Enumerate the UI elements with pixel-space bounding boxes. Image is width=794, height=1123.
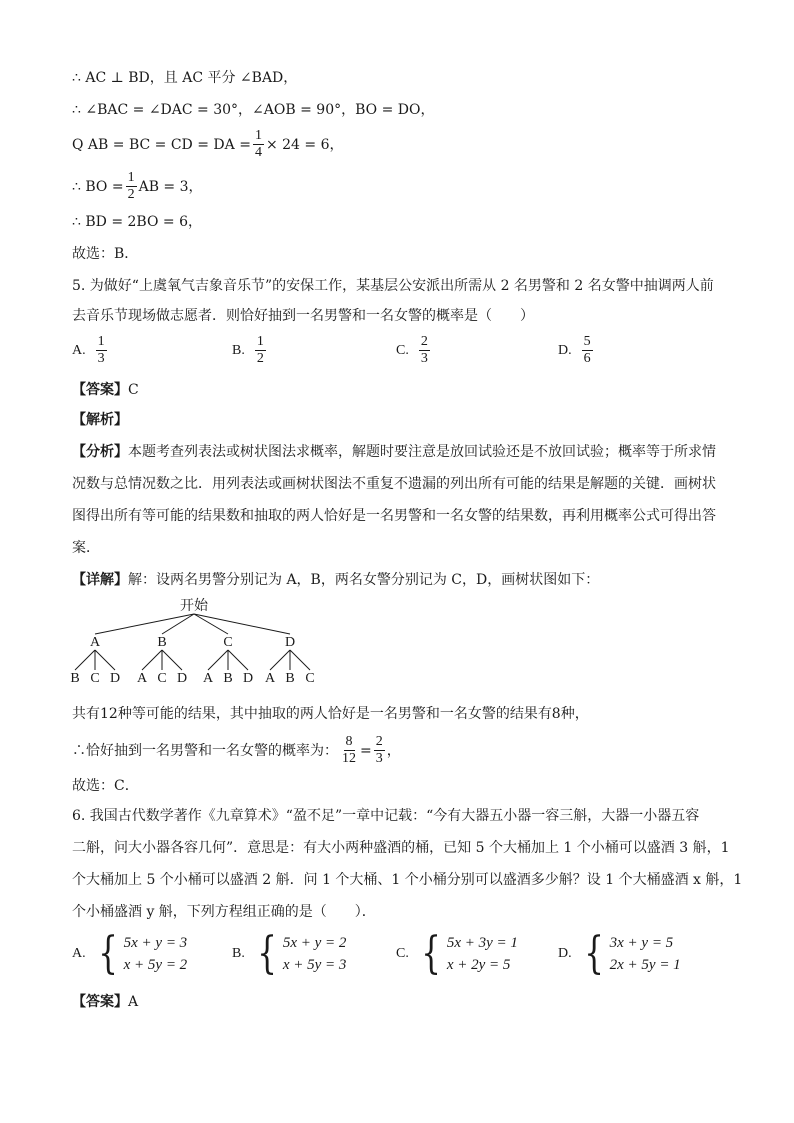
q5-fenxi-line-4: 案． — [72, 540, 100, 556]
brace-icon: { — [583, 928, 604, 979]
q6-answer — [72, 992, 138, 1012]
q6-stem-line-4: 个小桶盛酒 y 斛，下列方程组正确的是（ ）． — [72, 904, 376, 920]
tree-node-level2: A — [136, 671, 148, 686]
proof-line-2: ∴ ∠BAC = ∠DAC = 30°，∠AOB = 90°，BO = DO， — [72, 102, 435, 118]
tree-node-level1: D — [284, 635, 296, 650]
q5-option-a[interactable]: A. $\frac{1}{3}$ — [72, 334, 105, 366]
fraction-8-12: $\frac{8}{12}$ — [342, 734, 356, 766]
tree-node-level1: B — [157, 635, 167, 650]
proof-line-3-pre: Q AB = BC = CD = DA = — [72, 136, 251, 153]
q5-analysis-tag: 【解析】 — [72, 412, 128, 428]
fraction-one-quarter: $\frac{1}{4}$ — [254, 128, 262, 160]
fraction-2-3: $\frac{2}{3}$ — [375, 734, 383, 766]
tree-node-level2: C — [305, 671, 315, 686]
tree-node-level2: D — [242, 671, 254, 686]
q6-stem-line-2: 二斛，问大小器各容几何”．意思是：有大小两种盛酒的桶，已知 5 个大桶加上 1 个小桶可以盛酒 3 斛，1 — [72, 840, 730, 856]
proof-line-4-post: AB = 3， — [138, 178, 203, 195]
proof-line-1: ∴ AC ⊥ BD，且 AC 平分 ∠BAD， — [72, 70, 298, 86]
tree-node-level2: B — [285, 671, 295, 686]
fenxi-tag: 【分析】 — [72, 444, 128, 460]
q6-option-c[interactable]: C. { 5x + 3y = 1 x + 2y = 5 — [396, 928, 518, 979]
proof-choice: 故选：B． — [72, 246, 139, 262]
brace-icon: { — [421, 928, 441, 979]
tree-branch — [228, 650, 248, 670]
tree-node-level2: B — [223, 671, 233, 686]
detail-tag: 【详解】 — [72, 572, 128, 588]
answer-tag: 【答案】 — [72, 994, 128, 1010]
q5-stem-line-1: 5. 为做好“上虞氧气吉象音乐节”的安保工作，某基层公安派出所需从 2 名男警和 2 名女警中抽调两人前 — [72, 278, 714, 294]
tree-branch — [270, 650, 290, 670]
brace-icon: { — [257, 928, 277, 979]
tree-node-level2: C — [90, 671, 100, 686]
tree-node-level1: A — [89, 635, 101, 650]
q6-stem-line-1: 6. 我国古代数学著作《九章算术》“盈不足”一章中记载：“今有大器五小器一容三斛，大器一小器五容 — [72, 808, 700, 824]
proof-line-3-post: × 24 = 6， — [265, 136, 344, 153]
q5-option-d[interactable]: D. $\frac{5}{6}$ — [558, 334, 591, 366]
tree-branch — [290, 650, 310, 670]
tree-node-level2: D — [176, 671, 188, 686]
fraction-one-half: $\frac{1}{2}$ — [127, 170, 135, 202]
q5-result-line-1: 共有12种等可能的结果，其中抽取的两人恰好是一名男警和一名女警的结果有8种， — [72, 706, 589, 722]
tree-branch — [194, 614, 228, 634]
answer-value: C — [128, 382, 139, 398]
q5-choice: 故选：C． — [72, 778, 139, 794]
tree-node-level2: A — [202, 671, 214, 686]
proof-line-5: ∴ BD = 2BO = 6， — [72, 214, 202, 230]
tree-branch — [208, 650, 228, 670]
answer-tag: 【答案】 — [72, 382, 128, 398]
brace-icon: { — [97, 928, 118, 979]
tree-node-level2: B — [70, 671, 80, 686]
tree-root-label: 开始 — [180, 599, 208, 614]
tree-branch — [142, 650, 162, 670]
proof-line-4-pre: ∴ BO = — [72, 178, 124, 195]
tree-branch — [194, 614, 290, 634]
proof-line-4 — [72, 170, 203, 203]
tree-branch — [95, 650, 115, 670]
tree-branch — [75, 650, 95, 670]
q5-fenxi-line-2: 况数与总情况数之比．用列表法或画树状图法不重复不遗漏的列出所有可能的结果是解题的关键．画树状 — [72, 476, 716, 492]
q5-answer — [72, 380, 139, 400]
q5-detail: 【详解】解：设两名男警分别记为 A，B，两名女警分别记为 C，D，画树状图如下： — [72, 572, 600, 588]
answer-value: A — [128, 994, 139, 1010]
proof-line-3 — [72, 128, 343, 161]
q5-option-b[interactable]: B. $\frac{1}{2}$ — [232, 334, 264, 366]
q6-option-b[interactable]: B. { 5x + y = 2 x + 5y = 3 — [232, 928, 347, 979]
q6-stem-line-3: 个大桶加上 5 个小桶可以盛酒 2 斛．问 1 个大桶、1 个小桶分别可以盛酒多少斛？设 1 个大桶盛酒 x 斛，1 — [72, 872, 743, 888]
tree-node-level2: D — [109, 671, 121, 686]
tree-branch — [95, 614, 194, 634]
q5-option-c[interactable]: C. $\frac{2}{3}$ — [396, 334, 428, 366]
tree-branch — [162, 650, 182, 670]
tree-diagram — [60, 596, 340, 690]
q5-stem-line-2: 去音乐节现场做志愿者．则恰好抽到一名男警和一名女警的概率是（ ） — [72, 308, 534, 324]
tree-node-level2: C — [157, 671, 167, 686]
q6-option-a[interactable]: A. { 5x + y = 3 x + 5y = 2 — [72, 928, 188, 979]
tree-node-level2: A — [264, 671, 276, 686]
q5-result-line-2: ∴恰好抽到一名男警和一名女警的概率为： $\frac{8}{12}$ = $\frac{2}{3}$ ， — [72, 734, 401, 766]
q6-option-d[interactable]: D. { 3x + y = 5 2x + 5y = 1 — [558, 928, 681, 979]
q5-fenxi-line-3: 图得出所有等可能的结果数和抽取的两人恰好是一名男警和一名女警的结果数，再利用概率公式可得出答 — [72, 508, 716, 524]
q5-fenxi-line-1: 【分析】本题考查列表法或树状图法求概率，解题时要注意是放回试验还是不放回试验；概率等于所求情 — [72, 444, 716, 460]
tree-node-level1: C — [223, 635, 233, 650]
